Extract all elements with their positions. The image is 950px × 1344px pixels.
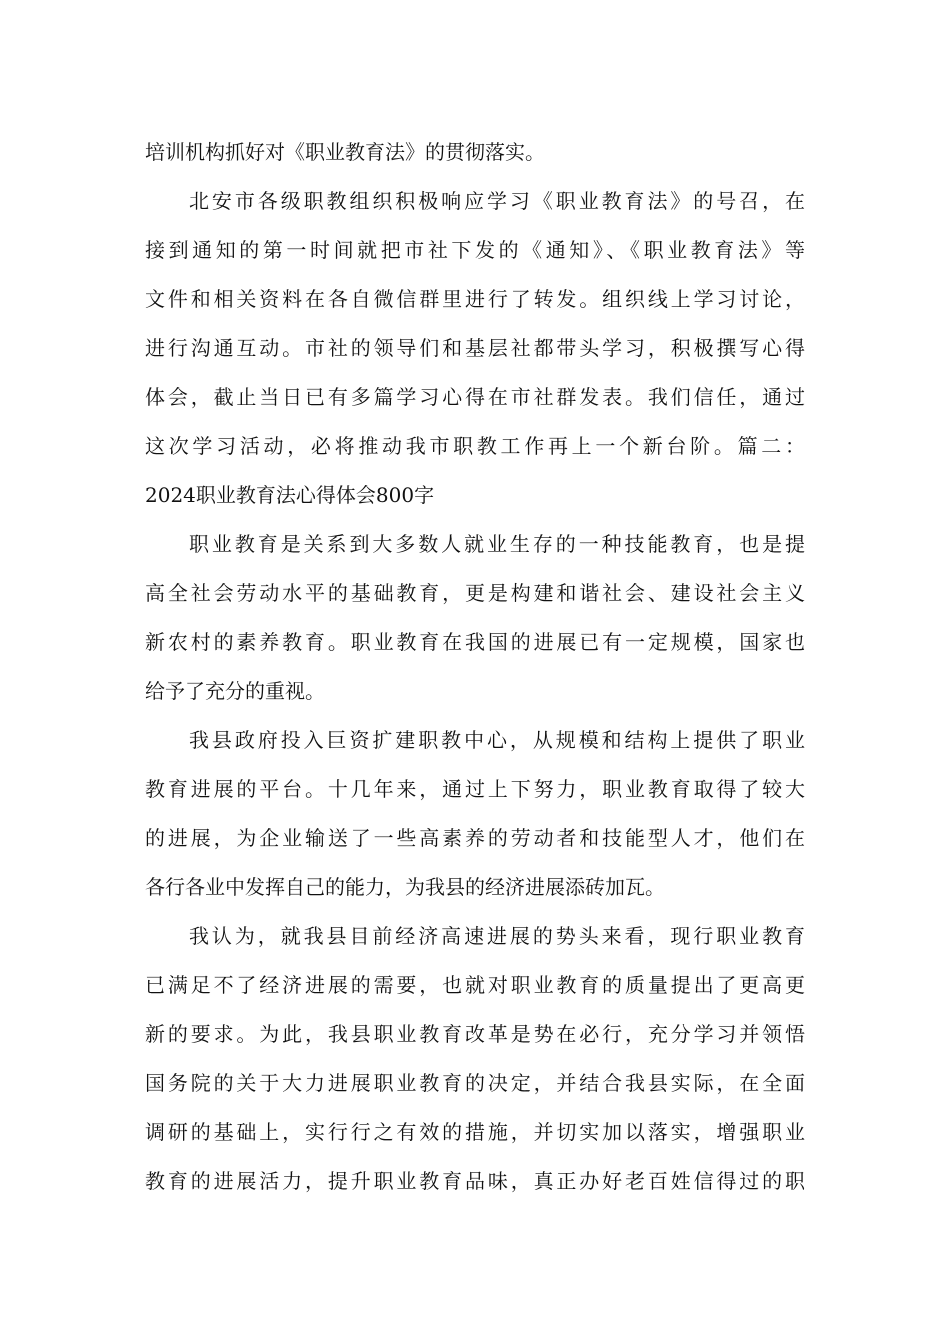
- text-line: 已满足不了经济进展的需要，也就对职业教育的质量提出了更高更: [145, 973, 805, 997]
- text-line: 我认为，就我县目前经济高速进展的势头来看，现行职业教育: [189, 924, 805, 948]
- text-line: 教育进展的平台。十几年来，通过上下努力，职业教育取得了较大: [145, 777, 805, 801]
- text-line: 给予了充分的重视。: [145, 679, 325, 703]
- text-line: 文件和相关资料在各自微信群里进行了转发。组织线上学习讨论，: [145, 287, 805, 311]
- text-line: 各行各业中发挥自己的能力，为我县的经济进展添砖加瓦。: [145, 875, 665, 899]
- text-line: 国务院的关于大力进展职业教育的决定，并结合我县实际，在全面: [145, 1071, 805, 1095]
- text-line: 新的要求。为此，我县职业教育改革是势在必行，充分学习并领悟: [145, 1022, 805, 1046]
- text-line: 职业教育是关系到大多数人就业生存的一种技能教育，也是提: [189, 532, 805, 556]
- text-line: 高全社会劳动水平的基础教育，更是构建和谐社会、建设社会主义: [145, 581, 805, 605]
- text-line: 进行沟通互动。市社的领导们和基层社都带头学习，积极撰写心得: [145, 336, 805, 360]
- text-line: 这次学习活动，必将推动我市职教工作再上一个新台阶。篇二：: [145, 434, 805, 458]
- text-line: 培训机构抓好对《职业教育法》的贯彻落实。: [145, 140, 545, 164]
- text-line: 教育的进展活力，提升职业教育品味，真正办好老百姓信得过的职: [145, 1169, 805, 1193]
- text-line: 调研的基础上，实行行之有效的措施，并切实加以落实，增强职业: [145, 1120, 805, 1144]
- text-line: 的进展，为企业输送了一些高素养的劳动者和技能型人才，他们在: [145, 826, 805, 850]
- text-line: 新农村的素养教育。职业教育在我国的进展已有一定规模，国家也: [145, 630, 805, 654]
- document-body: [145, 128, 805, 1206]
- text-line: 接到通知的第一时间就把市社下发的《通知》、《职业教育法》等: [145, 238, 805, 262]
- text-line: 2024职业教育法心得体会800字: [145, 483, 435, 507]
- text-line: 北安市各级职教组织积极响应学习《职业教育法》的号召，在: [189, 189, 805, 213]
- text-line: 体会，截止当日已有多篇学习心得在市社群发表。我们信任，通过: [145, 385, 805, 409]
- text-line: 我县政府投入巨资扩建职教中心，从规模和结构上提供了职业: [189, 728, 805, 752]
